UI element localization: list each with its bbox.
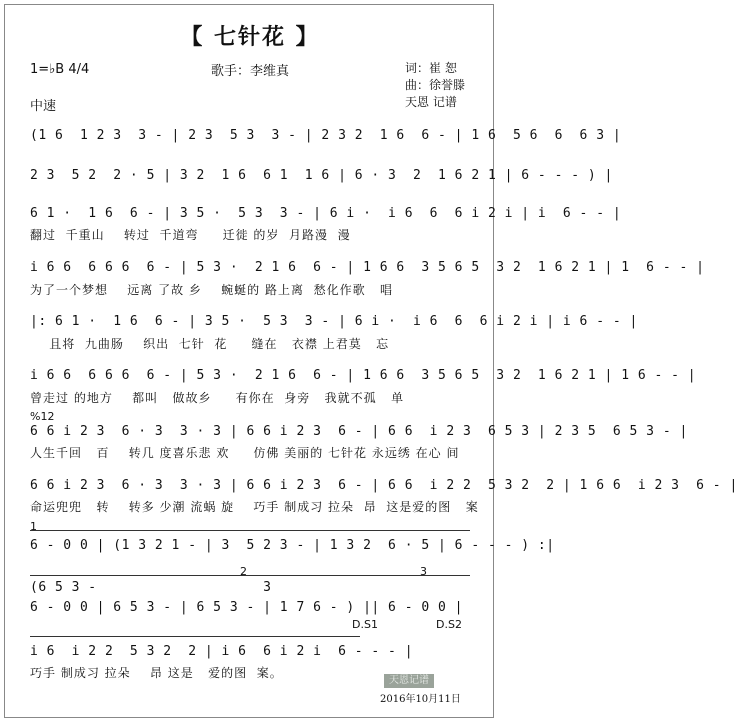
volta-line (30, 530, 470, 531)
notation-row: 6 - 0 0 | (1 3 2 1 - | 3 5 2 3 - | 1 3 2 6 · 5 | 6 - - - ) :| (30, 538, 555, 553)
song-title: 【 七针花 】 (180, 25, 320, 50)
notation-row: 6 1 · 1 6 6 - | 3 5 · 5 3 3 - | 6 i · i 6 6 6 i 2 i | i 6 - - | (30, 206, 622, 221)
volta-line (30, 636, 360, 637)
lyric-row: 为了一个梦想 远离 了故 乡 蜿蜒的 路上离 愁化作歌 唱 (30, 283, 394, 297)
lyric-row: 巧手 制成习 拉朵 昂 这是 爱的图 案。 (30, 666, 283, 680)
tempo-marking: 中速 (30, 99, 57, 114)
notation-row: i 6 6 6 6 6 6 - | 5 3 · 2 1 6 6 - | 1 6 6 3 5 6 5 3 2 1 6 2 1 | 1 6 - - | (30, 260, 705, 275)
lyricist-credit: 词：崔 恕 (405, 61, 457, 75)
composer-credit: 曲：徐誉滕 (405, 78, 466, 92)
volta-2-marker: 2 (240, 565, 247, 578)
singer-line: 歌手：李维真 (210, 64, 289, 79)
lyric-row: 命运兜兜 转 转多 少潮 流蜗 旋 巧手 制成习 拉朵 昂 这是爱的图 案 (30, 500, 479, 514)
lyric-row: 翻过 千重山 转过 千道弯 迁徙 的岁 月路漫 漫 (30, 228, 351, 242)
key-signature: 1=♭B 4/4 (30, 62, 90, 77)
lyric-row: 且将 九曲肠 织出 七针 花 缝在 衣襟 上君莫 忘 (30, 337, 390, 351)
notation-row: 6 6 i 2 3 6 · 3 3 · 3 | 6 6 i 2 3 6 - | 6 6 i 2 2 5 3 2 2 | 1 6 6 i 2 3 6 - | (30, 478, 738, 493)
notation-row: (6 5 3 - 3 6 - 0 0 | 6 5 3 - | 6 5 3 - | 1 7 6 - ) || 6 - 0 0 | (30, 580, 463, 615)
date-text: 2016年10月11日 (380, 694, 461, 705)
credits-block (405, 60, 465, 111)
ds2-marker: D.S2 (436, 618, 462, 631)
notation-row: (1 6 1 2 3 3 - | 2 3 5 3 3 - | 2 3 2 1 6 6 - | 1 6 5 6 6 6 3 | (30, 128, 622, 143)
lyric-row: 人生千回 百 转几 度喜乐悲 欢 仿佛 美丽的 七针花 永远绣 在心 间 (30, 446, 460, 460)
lyric-row: 曾走过 的地方 都叫 做故乡 有你在 身旁 我就不孤 单 (30, 391, 405, 405)
transcriber-stamp: 天恩记谱 (384, 674, 434, 688)
segno-marker: %12 (30, 410, 55, 423)
transcriber-credit: 天恩 记谱 (405, 95, 457, 109)
notation-row: |: 6 1 · 1 6 6 - | 3 5 · 5 3 3 - | 6 i · i 6 6 6 i 2 i | i 6 - - | (30, 314, 638, 329)
volta-3-marker: 3 (420, 565, 427, 578)
volta-1-marker: 1 (30, 520, 37, 533)
notation-row: i 6 i 2 2 5 3 2 2 | i 6 6 i 2 i 6 - - - | (30, 644, 414, 659)
notation-row: 6 6 i 2 3 6 · 3 3 · 3 | 6 6 i 2 3 6 - | 6 6 i 2 3 6 5 3 | 2 3 5 6 5 3 - | (30, 424, 688, 439)
ds1-marker: D.S1 (352, 618, 378, 631)
notation-row: i 6 6 6 6 6 6 - | 5 3 · 2 1 6 6 - | 1 6 6 3 5 6 5 3 2 1 6 2 1 | 1 6 - - | (30, 368, 697, 383)
volta-line (30, 575, 470, 576)
notation-row: 2 3 5 2 2 · 5 | 3 2 1 6 6 1 1 6 | 6 · 3 2 1 6 2 1 | 6 - - - ) | (30, 168, 613, 183)
